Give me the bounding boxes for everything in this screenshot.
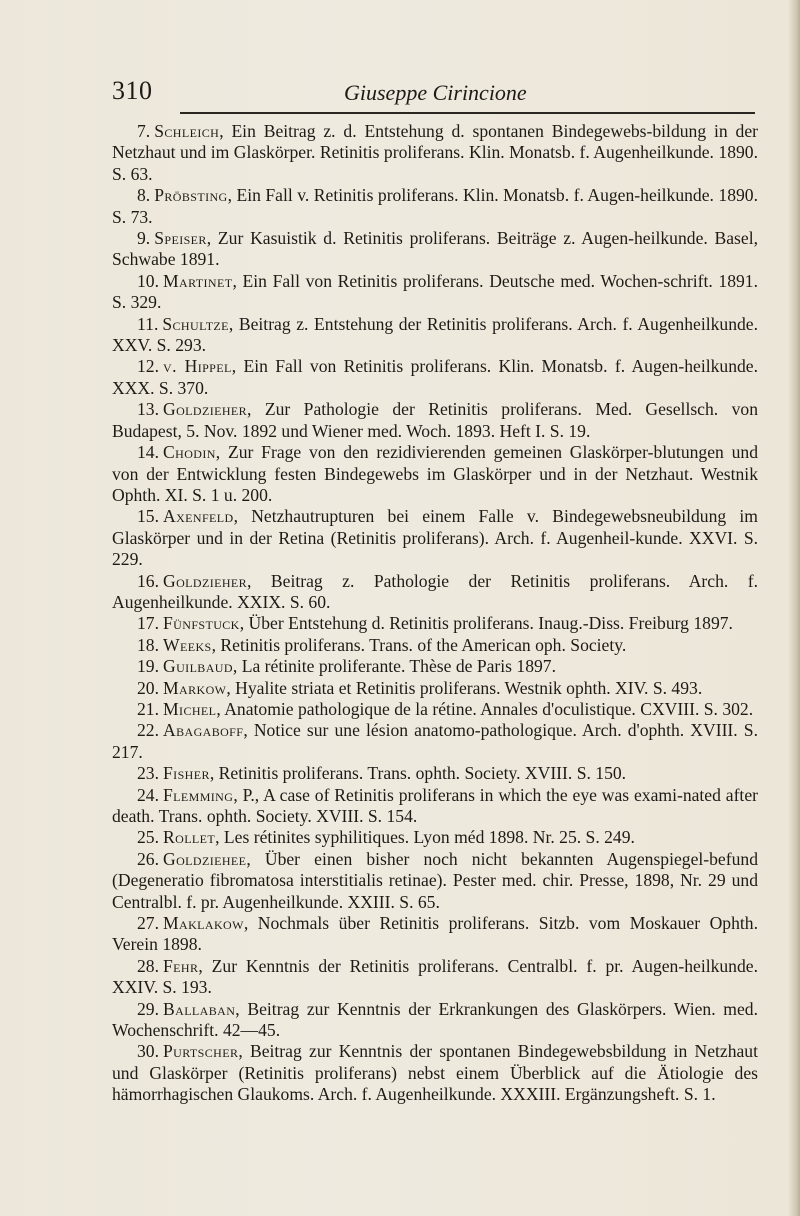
entry-citation: , Zur Frage von den rezidivierenden gemeinen Glaskörper-blutungen und von der Entwicklung festen Bindegewebs im Glaskörper und in der Netzhaut. Westnik Ophth. XI. S. 1 u. 200. xyxy=(112,442,758,505)
entry-number: 18. xyxy=(137,634,159,655)
entry-number: 17. xyxy=(137,613,159,634)
entry-author: Schleich xyxy=(154,121,220,141)
entry-citation: , Les rétinites syphilitiques. Lyon méd 1898. Nr. 25. S. 249. xyxy=(215,827,635,848)
page-edge-shadow xyxy=(788,0,800,1216)
bibliography-entry xyxy=(112,656,758,677)
bibliography-entry xyxy=(112,956,758,999)
entry-author: Markow xyxy=(163,677,227,698)
bibliography-entry xyxy=(112,763,758,784)
entry-citation: , P., A case of Retinitis proliferans in which the eye was exami-nated after death. Trans. ophth. Society. XVIII. S. 154. xyxy=(112,784,758,826)
entry-citation: , Beitrag z. Pathologie der Retinitis proliferans. Arch. f. Augenheilkunde. XXIX. S. 60. xyxy=(112,570,758,612)
bibliography-entry xyxy=(112,399,758,442)
entry-author: Goldziehee xyxy=(163,848,247,869)
bibliography-entry xyxy=(112,678,758,699)
entry-number: 9. xyxy=(137,228,151,249)
entry-author: Flemming xyxy=(163,784,234,805)
entry-citation: , Netzhautrupturen bei einem Falle v. Bindegewebsneubildung im Glaskörper und in der Retina (Retinitis proliferans). Arch. f. Augenheil-kunde. XXVI. S. 229. xyxy=(112,506,758,570)
entry-citation: , Ein Fall von Retinitis proliferans. Klin. Monatsb. f. Augen-heilkunde. XXX. S. 370. xyxy=(112,356,758,398)
entry-author: Guilbaud xyxy=(163,656,233,677)
entry-citation: , Zur Kasuistik d. Retinitis proliferans. Beiträge z. Augen-heilkunde. Basel, Schwabe 1891. xyxy=(112,228,758,270)
bibliography-entry xyxy=(112,442,758,506)
entry-author: Fehr xyxy=(163,955,199,976)
entry-author: Maklakow xyxy=(163,913,244,934)
bibliography-entry xyxy=(112,185,758,228)
entry-number: 20. xyxy=(137,677,159,698)
bibliography-entry xyxy=(112,228,758,271)
bibliography-entry xyxy=(112,849,758,913)
entry-author: Fisher xyxy=(163,763,210,784)
page-header xyxy=(112,76,752,116)
bibliography-entry xyxy=(112,720,758,763)
entry-number: 13. xyxy=(137,399,159,420)
entry-number: 30. xyxy=(137,1041,159,1062)
entry-citation: , Ein Beitrag z. d. Entstehung d. spontanen Bindegewebs-bildung in der Netzhaut und im Glaskörper. Retinitis proliferans. Klin. Monatsb. f. Augenheilkunde. 1890. S. 63. xyxy=(112,121,758,184)
entry-citation: , Über einen bisher noch nicht bekannten Augenspiegel-befund (Degeneratio fibromatosa interstitialis retinae). Pester med. chir. Presse, 1898, Nr. 29 und Centralbl. f. pr. Augenheilkunde. XXIII. S. 65. xyxy=(112,848,758,912)
entry-author: Martinet xyxy=(163,270,233,291)
entry-number: 16. xyxy=(137,570,159,591)
page-number: 310 xyxy=(112,76,153,105)
bibliography-entry xyxy=(112,913,758,956)
entry-citation: , Ein Fall von Retinitis proliferans. Deutsche med. Wochen-schrift. 1891. S. 329. xyxy=(112,270,758,313)
bibliography-entry xyxy=(112,314,758,357)
entry-author: Purtscher xyxy=(163,1041,239,1062)
bibliography-entry xyxy=(112,1041,758,1105)
bibliography-entry xyxy=(112,356,758,399)
entry-number: 29. xyxy=(137,998,159,1019)
entry-number: 28. xyxy=(137,955,159,976)
entry-author: Michel xyxy=(163,698,217,719)
entry-citation: , Beitrag zur Kenntnis der spontanen Bindegewebsbildung in Netzhaut und Glaskörper (Retinitis proliferans) nebst einem Überblick auf die Ätiologie des hämorrhagischen Glaukoms. Arch. f. Augenheilkunde. XXXIII. Ergänzungsheft. S. 1. xyxy=(112,1041,758,1105)
entry-number: 7. xyxy=(137,121,151,141)
bibliography-entry xyxy=(112,785,758,828)
bibliography-entry xyxy=(112,699,758,720)
entry-citation: , Zur Pathologie der Retinitis proliferans. Med. Gesellsch. von Budapest, 5. Nov. 1892 und Wiener med. Woch. 1893. Heft I. S. 19. xyxy=(112,399,758,441)
entry-number: 24. xyxy=(137,784,159,805)
entry-citation: , Retinitis proliferans. Trans. of the American oph. Society. xyxy=(211,634,627,655)
entry-author: Goldzieher xyxy=(163,570,248,591)
entry-author: Goldzieher xyxy=(163,399,248,420)
bibliography-entry xyxy=(112,999,758,1042)
bibliography-entry xyxy=(112,121,758,185)
entry-number: 26. xyxy=(137,848,159,869)
entry-author: Fünfstuck xyxy=(163,613,240,634)
entry-number: 22. xyxy=(137,720,159,741)
entry-number: 21. xyxy=(137,698,159,719)
entry-citation: , Zur Kenntnis der Retinitis proliferans. Centralbl. f. pr. Augen-heilkunde. XXIV. S. 193. xyxy=(112,955,758,998)
entry-citation: , Ein Fall v. Retinitis proliferans. Klin. Monatsb. f. Augen-heilkunde. 1890. S. 73. xyxy=(112,185,758,227)
bibliography-entry xyxy=(112,613,758,634)
entry-number: 10. xyxy=(137,270,159,291)
bibliography-list xyxy=(112,121,758,1106)
entry-author: Weeks xyxy=(163,634,212,655)
entry-author: Chodin xyxy=(163,442,216,463)
entry-citation: , Nochmals über Retinitis proliferans. Sitzb. vom Moskauer Ophth. Verein 1898. xyxy=(112,913,758,955)
entry-number: 23. xyxy=(137,763,159,784)
entry-author: Axenfeld xyxy=(163,506,234,527)
entry-number: 25. xyxy=(137,827,159,848)
entry-citation: , La rétinite proliferante. Thèse de Paris 1897. xyxy=(232,656,557,677)
entry-citation: , Über Entstehung d. Retinitis proliferans. Inaug.-Diss. Freiburg 1897. xyxy=(239,613,733,634)
bibliography-entry xyxy=(112,506,758,570)
entry-author: Schultze xyxy=(162,313,229,334)
entry-number: 8. xyxy=(137,185,151,206)
entry-author: v. Hippel xyxy=(163,356,232,377)
entry-author: Speiser xyxy=(154,228,207,249)
entry-number: 11. xyxy=(137,313,159,334)
entry-citation: , Notice sur une lésion anatomo-pathologique. Arch. d'ophth. XVIII. S. 217. xyxy=(112,720,758,762)
entry-citation: , Beitrag zur Kenntnis der Erkrankungen des Glaskörpers. Wien. med. Wochenschrift. 42—45. xyxy=(112,998,758,1041)
entry-author: Ballaban xyxy=(163,998,236,1019)
bibliography-entry xyxy=(112,271,758,314)
entry-number: 27. xyxy=(137,913,159,934)
header-rule xyxy=(180,112,755,114)
entry-number: 12. xyxy=(137,356,159,377)
bibliography-entry xyxy=(112,571,758,614)
entry-citation: , Anatomie pathologique de la rétine. Annales d'oculistique. CXVIII. S. 302. xyxy=(216,698,754,719)
entry-number: 19. xyxy=(137,656,159,677)
entry-citation: , Beitrag z. Entstehung der Retinitis proliferans. Arch. f. Augenheilkunde. XXV. S. 293. xyxy=(112,313,758,356)
bibliography-entry xyxy=(112,635,758,656)
running-title: Giuseppe Cirincione xyxy=(344,80,527,105)
bibliography-entry xyxy=(112,827,758,848)
entry-author: Pröbsting xyxy=(154,185,228,206)
entry-author: Abagaboff xyxy=(163,720,244,741)
entry-author: Rollet xyxy=(163,827,216,848)
entry-number: 15. xyxy=(137,506,159,527)
entry-citation: , Hyalite striata et Retinitis proliferans. Westnik ophth. XIV. S. 493. xyxy=(226,677,703,698)
entry-number: 14. xyxy=(137,442,159,463)
entry-citation: , Retinitis proliferans. Trans. ophth. Society. XVIII. S. 150. xyxy=(209,763,627,784)
